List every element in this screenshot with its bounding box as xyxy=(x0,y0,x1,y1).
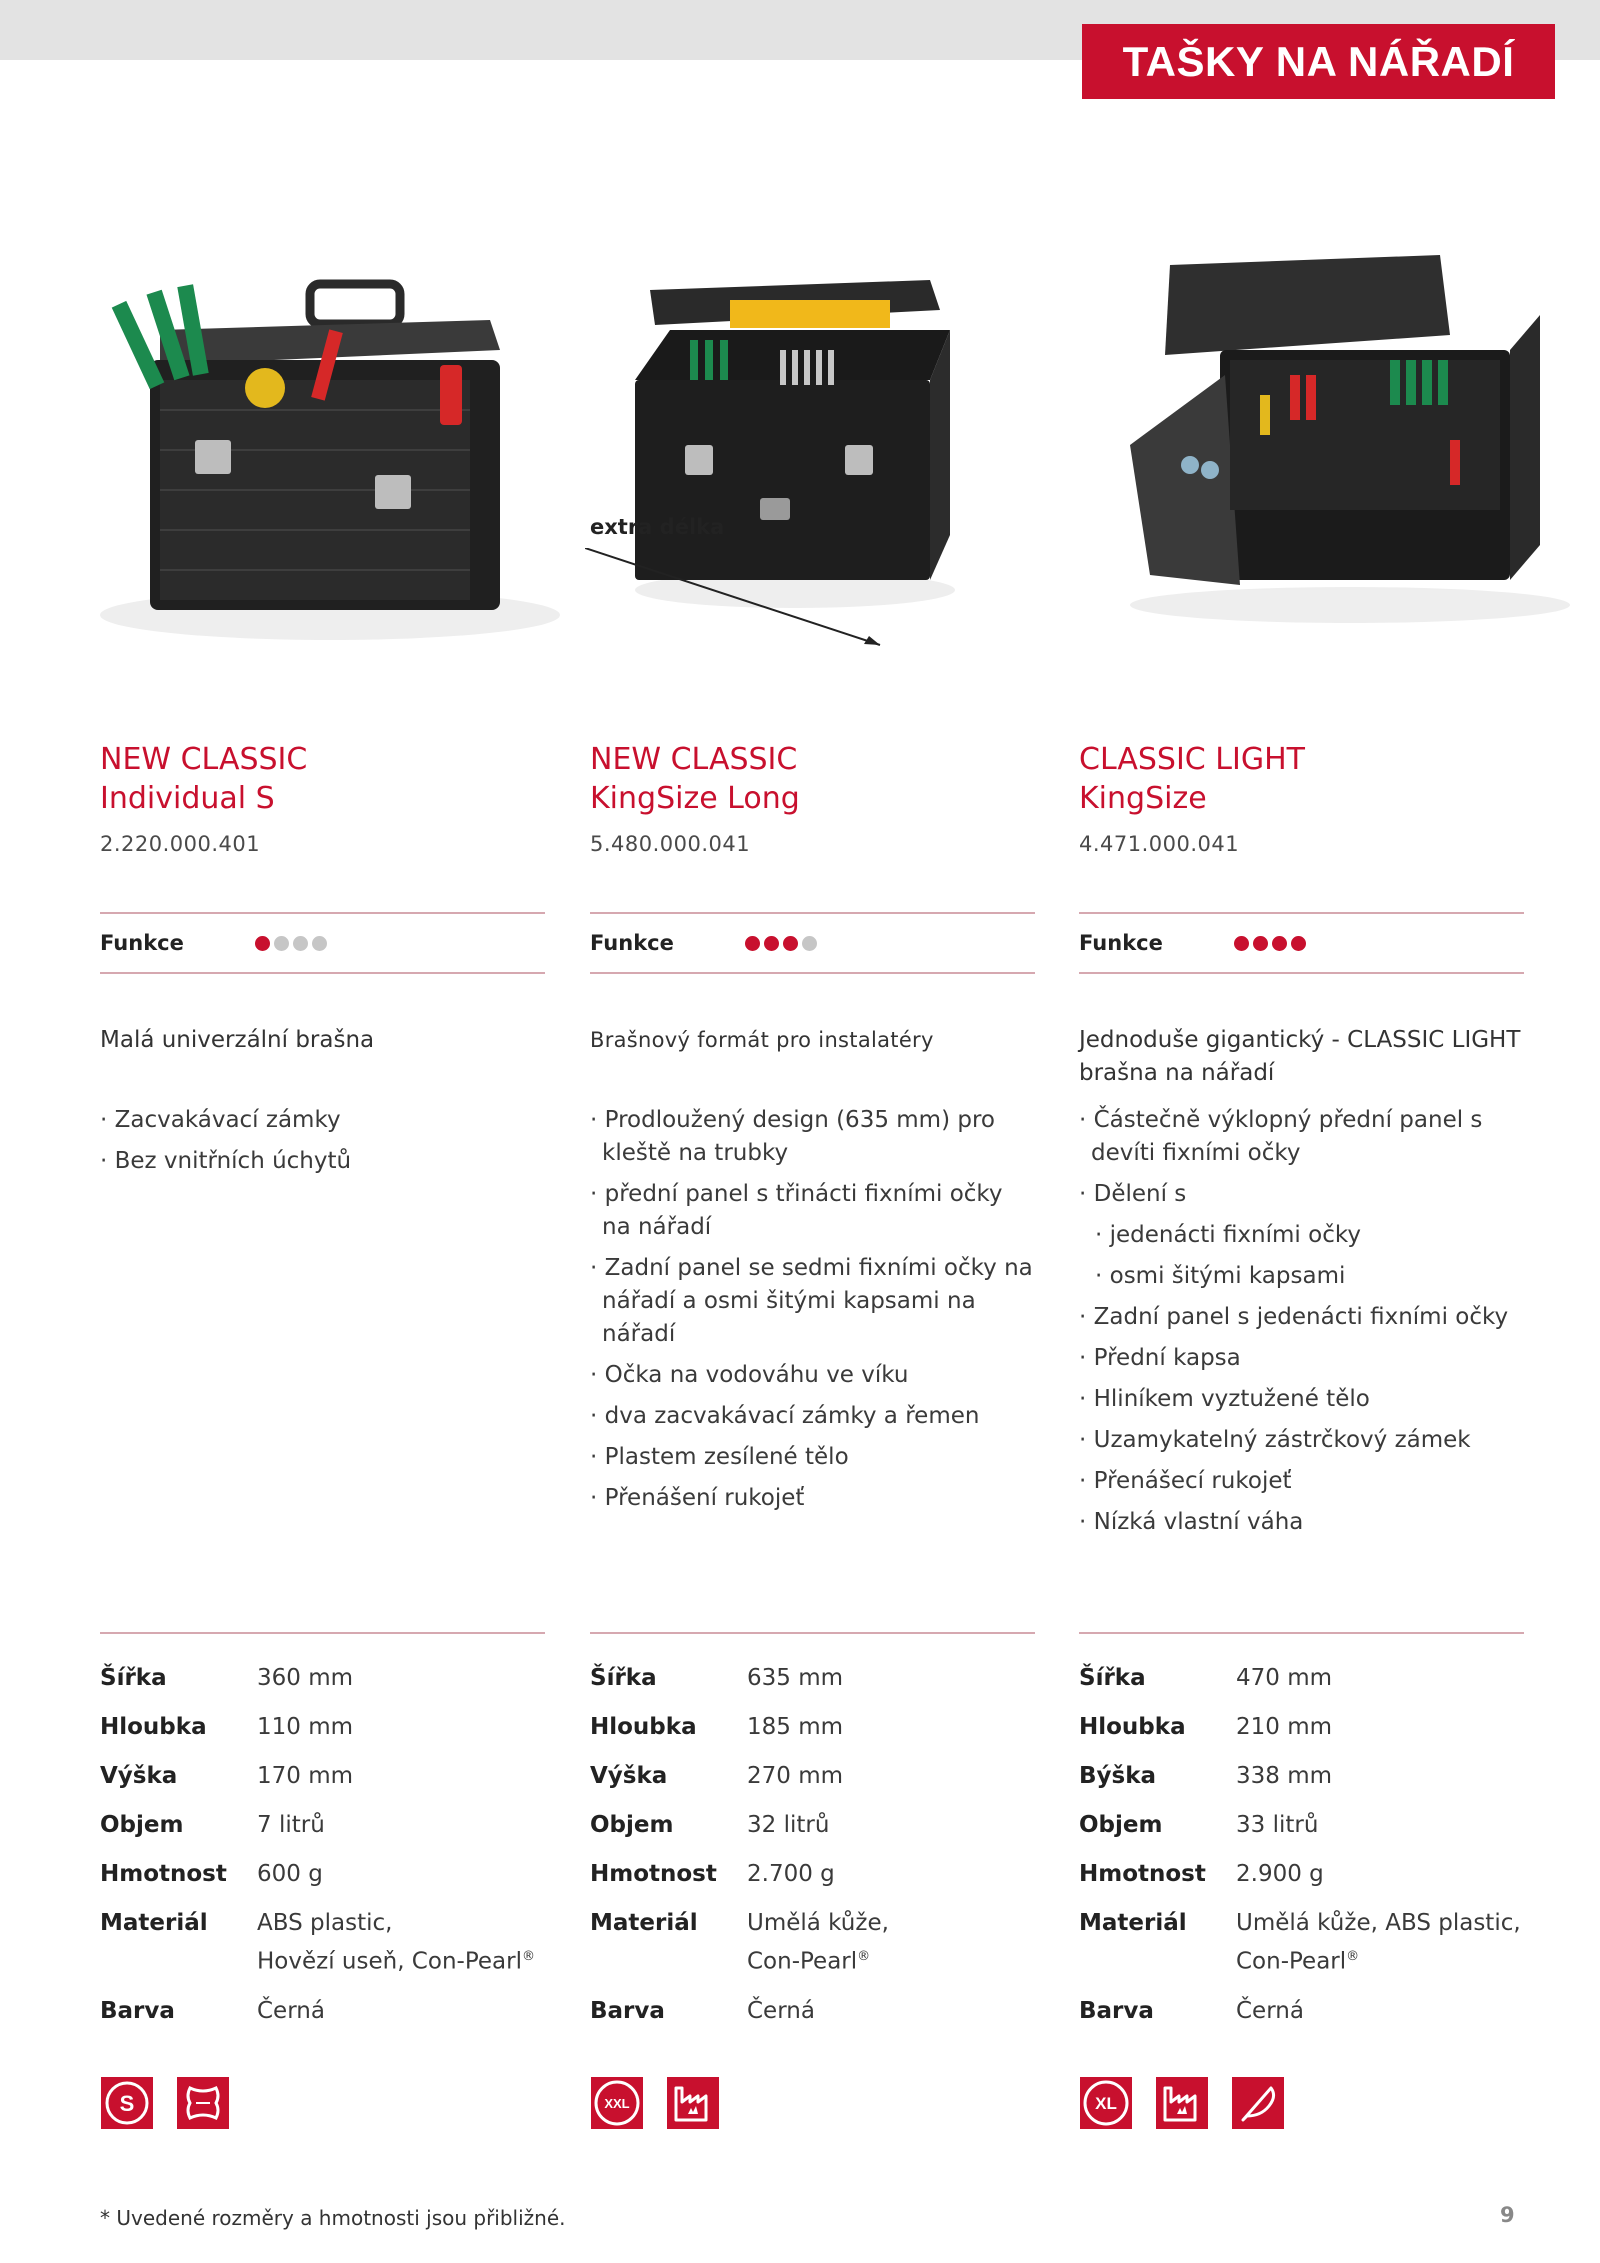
spec-value: Černá xyxy=(257,1997,325,2024)
spec-table xyxy=(1079,1662,1524,2044)
feature-item: · Přenášení rukojeť xyxy=(590,1485,805,1511)
spec-key: Hloubka xyxy=(590,1714,697,1740)
product-description: Jednoduše gigantický - CLASSIC LIGHT brašna na nářadí xyxy=(1079,1027,1521,1086)
material-line: ABS plastic, xyxy=(257,1910,393,1936)
spec-row-material xyxy=(590,1907,1035,1979)
feature-icons xyxy=(1079,2076,1285,2130)
function-rating-row xyxy=(590,912,1035,974)
spec-row-color xyxy=(100,1995,545,2028)
rating-dot-filled xyxy=(1234,936,1249,951)
spec-key: Barva xyxy=(590,1997,665,2024)
product-image-classic-light xyxy=(1110,245,1570,625)
spec-key: Šířka xyxy=(1079,1665,1146,1691)
material-line: Umělá kůže, ABS plastic, xyxy=(1236,1910,1521,1936)
spec-value: 185 mm xyxy=(747,1714,844,1740)
spec-row-depth xyxy=(100,1711,545,1744)
spec-row-color xyxy=(1079,1995,1524,2028)
divider xyxy=(590,1632,1035,1634)
product-column-individual-s xyxy=(100,740,545,2116)
feature-item: · Částečně výklopný přední panel s devíti fixními očky xyxy=(1079,1107,1483,1166)
spec-table xyxy=(100,1662,545,2044)
spec-key: Hmotnost xyxy=(1079,1861,1206,1887)
spec-row-weight xyxy=(100,1858,545,1891)
spec-table xyxy=(590,1662,1035,2044)
spec-row-width xyxy=(1079,1662,1524,1695)
spec-value: 470 mm xyxy=(1236,1665,1333,1691)
spec-row-height xyxy=(590,1760,1035,1793)
spec-key: Šířka xyxy=(100,1665,167,1691)
registered-mark: ® xyxy=(1346,1949,1360,1964)
product-sku: 4.471.000.041 xyxy=(1079,832,1240,856)
material-line: Con-Pearl xyxy=(747,1948,858,1975)
feature-subitem: · jedenácti fixními očky xyxy=(1095,1222,1361,1248)
spec-key: Materiál xyxy=(590,1910,698,1936)
spec-key: Objem xyxy=(590,1812,674,1838)
rating-dot-filled xyxy=(764,936,779,951)
spec-key: Šířka xyxy=(590,1665,657,1691)
spec-value: Černá xyxy=(747,1997,815,2024)
product-column-classic-light xyxy=(1079,740,1524,2113)
registered-mark: ® xyxy=(521,1949,535,1964)
spec-key: Hmotnost xyxy=(590,1861,717,1887)
rating-dot-filled xyxy=(1253,936,1268,951)
spec-row-volume xyxy=(590,1809,1035,1842)
rating-dot-filled xyxy=(1272,936,1287,951)
spec-value: 635 mm xyxy=(747,1665,844,1691)
function-label: Funkce xyxy=(100,931,184,955)
spec-value: 338 mm xyxy=(1236,1763,1333,1789)
function-rating-dots xyxy=(745,936,817,951)
page-number: 9 xyxy=(1500,2203,1515,2227)
size-letter: S xyxy=(119,2091,135,2116)
spec-value: 2.700 g xyxy=(747,1861,835,1887)
spec-row-volume xyxy=(1079,1809,1524,1842)
feature-list xyxy=(590,1104,1035,1523)
function-rating-row xyxy=(1079,912,1524,974)
feature-item: · Hliníkem vyztužené tělo xyxy=(1079,1386,1370,1412)
product-image-individual-s xyxy=(90,270,570,650)
spec-value: 7 litrů xyxy=(257,1812,325,1838)
feature-item: · Dělení s xyxy=(1079,1181,1187,1207)
registered-mark: ® xyxy=(857,1949,871,1964)
spec-row-depth xyxy=(590,1711,1035,1744)
spec-row-weight xyxy=(1079,1858,1524,1891)
feature-item: · Přenášecí rukojeť xyxy=(1079,1468,1292,1494)
spec-key: Materiál xyxy=(1079,1910,1187,1936)
rating-dot-empty xyxy=(312,936,327,951)
function-rating-dots xyxy=(1234,936,1306,951)
feature-item: · Nízká vlastní váha xyxy=(1079,1509,1304,1535)
factory-icon xyxy=(1155,2076,1209,2130)
material-line: Con-Pearl xyxy=(1236,1948,1347,1975)
function-label: Funkce xyxy=(1079,931,1163,955)
feather-icon xyxy=(1231,2076,1285,2130)
footnote: * Uvedené rozměry a hmotnosti jsou přibližné. xyxy=(100,2206,566,2230)
feature-subitem: · osmi šitými kapsami xyxy=(1095,1263,1346,1289)
product-title-line2: KingSize xyxy=(1079,781,1207,816)
spec-key: Objem xyxy=(1079,1812,1163,1838)
product-title-line1: NEW CLASSIC xyxy=(590,742,798,777)
factory-icon xyxy=(666,2076,720,2130)
feature-item: · přední panel s třinácti fixními očky na nářadí xyxy=(590,1181,1003,1240)
spec-value: 33 litrů xyxy=(1236,1812,1319,1838)
spec-key: Býška xyxy=(1079,1763,1157,1789)
product-description: Brašnový formát pro instalatéry xyxy=(590,1028,934,1052)
product-column-kingsize-long xyxy=(590,740,1035,2111)
feature-item: · Prodloužený design (635 mm) pro kleště na trubky xyxy=(590,1107,995,1166)
divider xyxy=(1079,1632,1524,1634)
spec-value xyxy=(1236,1907,1521,1979)
divider xyxy=(100,1632,545,1634)
spec-value: 110 mm xyxy=(257,1714,354,1740)
spec-key: Objem xyxy=(100,1812,184,1838)
spec-key: Barva xyxy=(100,1997,175,2024)
material-line: Hovězí useň, Con-Pearl xyxy=(257,1948,522,1975)
spec-value: 32 litrů xyxy=(747,1812,830,1838)
spec-row-material xyxy=(1079,1907,1524,1979)
product-title-line2: KingSize Long xyxy=(590,781,800,816)
feature-item: · Očka na vodováhu ve víku xyxy=(590,1362,909,1388)
size-s-icon xyxy=(100,2076,154,2130)
rating-dot-filled xyxy=(745,936,760,951)
spec-value: 600 g xyxy=(257,1861,323,1887)
spec-row-height xyxy=(100,1760,545,1793)
spec-value: 360 mm xyxy=(257,1665,354,1691)
feature-item: · Přední kapsa xyxy=(1079,1345,1241,1371)
feature-item: · dva zacvakávací zámky a řemen xyxy=(590,1403,980,1429)
size-xxl-icon xyxy=(590,2076,644,2130)
spec-value: 2.900 g xyxy=(1236,1861,1324,1887)
spec-key: Výška xyxy=(590,1763,668,1789)
spec-value xyxy=(747,1907,889,1979)
section-title: TAŠKY NA NÁŘADÍ xyxy=(1082,24,1555,99)
feature-item: · Uzamykatelný zástrčkový zámek xyxy=(1079,1427,1471,1453)
spec-value: 210 mm xyxy=(1236,1714,1333,1740)
spec-row-color xyxy=(590,1995,1035,2028)
spec-key: Hloubka xyxy=(1079,1714,1186,1740)
spec-value: 170 mm xyxy=(257,1763,354,1789)
material-line: Umělá kůže, xyxy=(747,1910,889,1936)
spec-key: Hloubka xyxy=(100,1714,207,1740)
leather-icon xyxy=(176,2076,230,2130)
rating-dot-empty xyxy=(293,936,308,951)
function-rating-dots xyxy=(255,936,327,951)
spec-value xyxy=(257,1907,535,1979)
feature-icons xyxy=(590,2076,720,2130)
spec-key: Barva xyxy=(1079,1997,1154,2024)
product-sku: 2.220.000.401 xyxy=(100,832,261,856)
spec-row-depth xyxy=(1079,1711,1524,1744)
size-xl-icon xyxy=(1079,2076,1133,2130)
spec-key: Hmotnost xyxy=(100,1861,227,1887)
feature-item: · Bez vnitřních úchytů xyxy=(100,1148,352,1174)
product-title-line1: NEW CLASSIC xyxy=(100,742,308,777)
rating-dot-empty xyxy=(802,936,817,951)
spec-value: Černá xyxy=(1236,1997,1304,2024)
spec-row-width xyxy=(100,1662,545,1695)
spec-key: Materiál xyxy=(100,1910,208,1936)
rating-dot-empty xyxy=(274,936,289,951)
feature-item: · Zadní panel s jedenácti fixními očky xyxy=(1079,1304,1509,1330)
feature-icons xyxy=(100,2076,230,2130)
feature-item: · Zacvakávací zámky xyxy=(100,1107,341,1133)
spec-row-width xyxy=(590,1662,1035,1695)
extra-length-arrow xyxy=(585,548,885,648)
spec-value: 270 mm xyxy=(747,1763,844,1789)
spec-row-weight xyxy=(590,1858,1035,1891)
size-letter: XXL xyxy=(604,2096,630,2111)
product-sku: 5.480.000.041 xyxy=(590,832,751,856)
feature-list xyxy=(1079,1104,1524,1547)
function-rating-row xyxy=(100,912,545,974)
feature-item: · Plastem zesílené tělo xyxy=(590,1444,849,1470)
spec-row-height xyxy=(1079,1760,1524,1793)
function-label: Funkce xyxy=(590,931,674,955)
feature-item: · Zadní panel se sedmi fixními očky na nářadí a osmi šitými kapsami na nářadí xyxy=(590,1255,1033,1347)
rating-dot-filled xyxy=(1291,936,1306,951)
spec-row-volume xyxy=(100,1809,545,1842)
product-title-line1: CLASSIC LIGHT xyxy=(1079,742,1305,777)
rating-dot-filled xyxy=(783,936,798,951)
product-title-line2: Individual S xyxy=(100,781,275,816)
size-letter: XL xyxy=(1095,2094,1117,2113)
feature-list xyxy=(100,1104,545,1186)
spec-key: Výška xyxy=(100,1763,178,1789)
extra-length-label: extra délka xyxy=(590,515,725,539)
product-description: Malá univerzální brašna xyxy=(100,1027,375,1053)
rating-dot-filled xyxy=(255,936,270,951)
spec-row-material xyxy=(100,1907,545,1979)
